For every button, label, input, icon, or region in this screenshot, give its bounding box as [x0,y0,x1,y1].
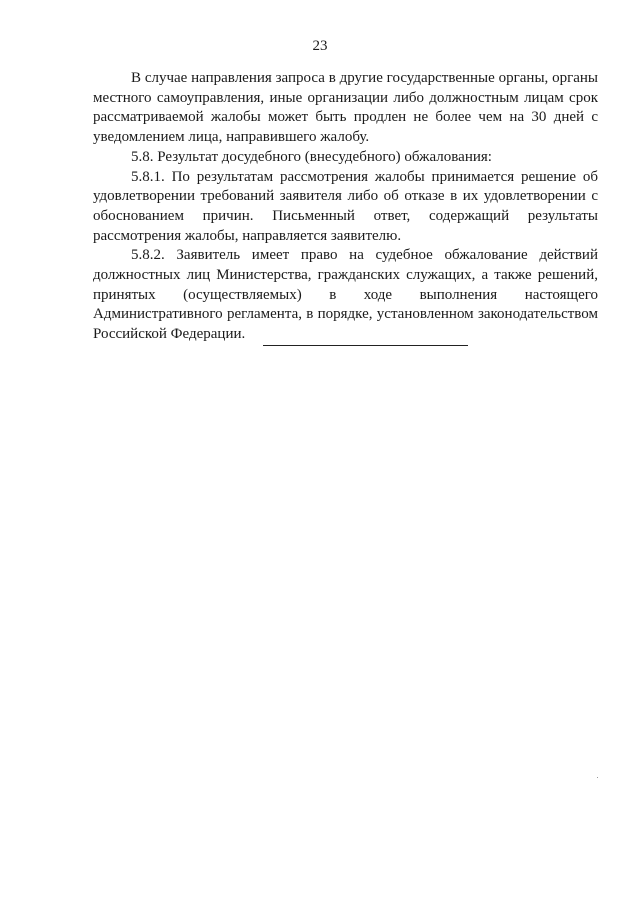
document-body [93,69,598,345]
paragraph-request-extension: В случае направления запроса в другие государственные органы, органы местного самоуправления, иные организации либо должностным лицам срок рассматриваемой жалобы может быть продлен не более чем на 30 дней с уведомлением лица, направившего жалобу. [93,70,598,146]
page-number: 23 [312,38,328,54]
end-of-text-divider [263,345,468,346]
paragraph-section-5-8-1: 5.8.1. По результатам рассмотрения жалобы принимается решение об удовлетворении требований заявителя либо об отказе в их удовлетворении с обоснованием причин. Письменный ответ, содержащий результаты рассмотрения жалобы, направляется заявителю. [93,168,598,244]
paragraph-section-5-8-2: 5.8.2. Заявитель имеет право на судебное обжалование действий должностных лиц Министерства, гражданских служащих, а также решений, принятых (осуществляемых) в ходе выполнения настоящего Административного регламента, в порядке, установленном законодательством Российской Федерации. [93,247,598,343]
paragraph-section-5-8-heading: 5.8. Результат досудебного (внесудебного) обжалования: [131,148,492,165]
scan-speck [597,777,598,778]
